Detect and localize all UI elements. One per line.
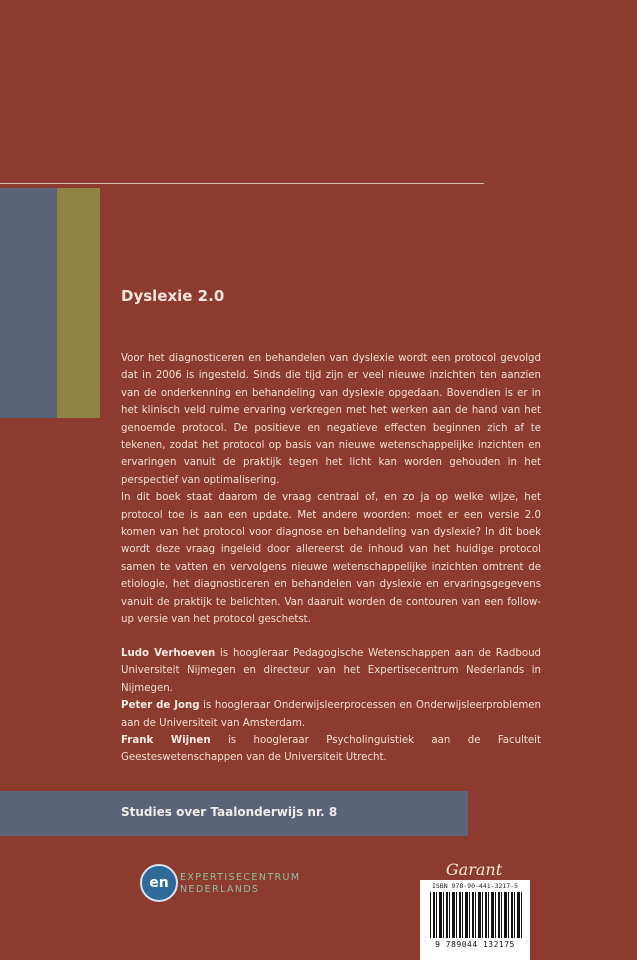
author-name: Frank Wijnen [121, 735, 211, 747]
author-bio: is hoogleraar Pedagogische Wetenschappen aan de Radboud Universiteit Nijmegen en directeur van het Expertisecentrum Nederlands in Nijmegen. [121, 648, 541, 694]
publisher-logo: Garant [445, 860, 503, 879]
author-bios [121, 645, 541, 767]
author-entry [121, 732, 541, 767]
author-entry [121, 697, 541, 732]
barcode-bars [430, 892, 522, 938]
author-entry [121, 645, 541, 697]
barcode [420, 880, 530, 960]
divider-line [0, 183, 484, 184]
author-name: Ludo Verhoeven [121, 648, 216, 659]
blurb-paragraph-1: Voor het diagnosticeren en behandelen van dyslexie wordt een protocol gevolgd dat in 2006 is ingesteld. Sinds die tijd zijn er veel nieuwe inzichten ten aanzien van de onderkenning en behandeling van dyslexie opgedaan. Bovendien is er in het klinisch veld ruime ervaring verkregen met het werken aan de hand van het genoemde protocol. De positieve en negatieve effecten beginnen zich af te tekenen, zodat het protocol op basis van nieuwe wetenschappelijke inzichten en ervaringen vanuit de praktijk tegen het licht kan worden gehouden in het perspectief van optimalisering. [121, 353, 541, 486]
series-label: Studies over Taalonderwijs nr. 8 [121, 805, 338, 819]
book-title: Dyslexie 2.0 [121, 287, 225, 305]
author-bio: is hoogleraar Onderwijsleerprocessen en Onderwijsleerproblemen aan de Universiteit van Amsterdam. [121, 700, 541, 729]
ean-number: 9 789044 132175 [435, 940, 515, 949]
author-name: Peter de Jong [121, 700, 200, 712]
blurb-paragraph-2: In dit boek staat daarom de vraag centraal of, en zo ja op welke wijze, het protocol toe is aan een update. Met andere woorden: moet er een versie 2.0 komen van het protocol voor diagnose en behandeling van dyslexie? In dit boek wordt deze vraag ingeleid door allereerst de inhoud van het huidige protocol samen te vatten en vervolgens nieuwe wetenschappelijke inzichten omtrent de etiologie, het diagnosticeren en behandelen van dyslexie en ervaringsgegevens vanuit de praktijk te belichten. Van daaruit worden de contouren van een follow-up versie van het protocol geschetst. [121, 492, 541, 626]
blurb [121, 350, 541, 629]
decor-stripe-olive [57, 188, 100, 418]
expertisecentrum-logo-icon: en [140, 864, 178, 902]
expertisecentrum-wordmark: EXPERTISECENTRUM NEDERLANDS [180, 872, 301, 895]
author-bio: is hoogleraar Psycholinguistiek aan de Faculteit Geesteswetenschappen van de Universiteit Utrecht. [121, 735, 542, 764]
decor-stripe-blue [0, 188, 57, 418]
isbn-text: ISBN 978-90-441-3217-5 [431, 882, 519, 890]
